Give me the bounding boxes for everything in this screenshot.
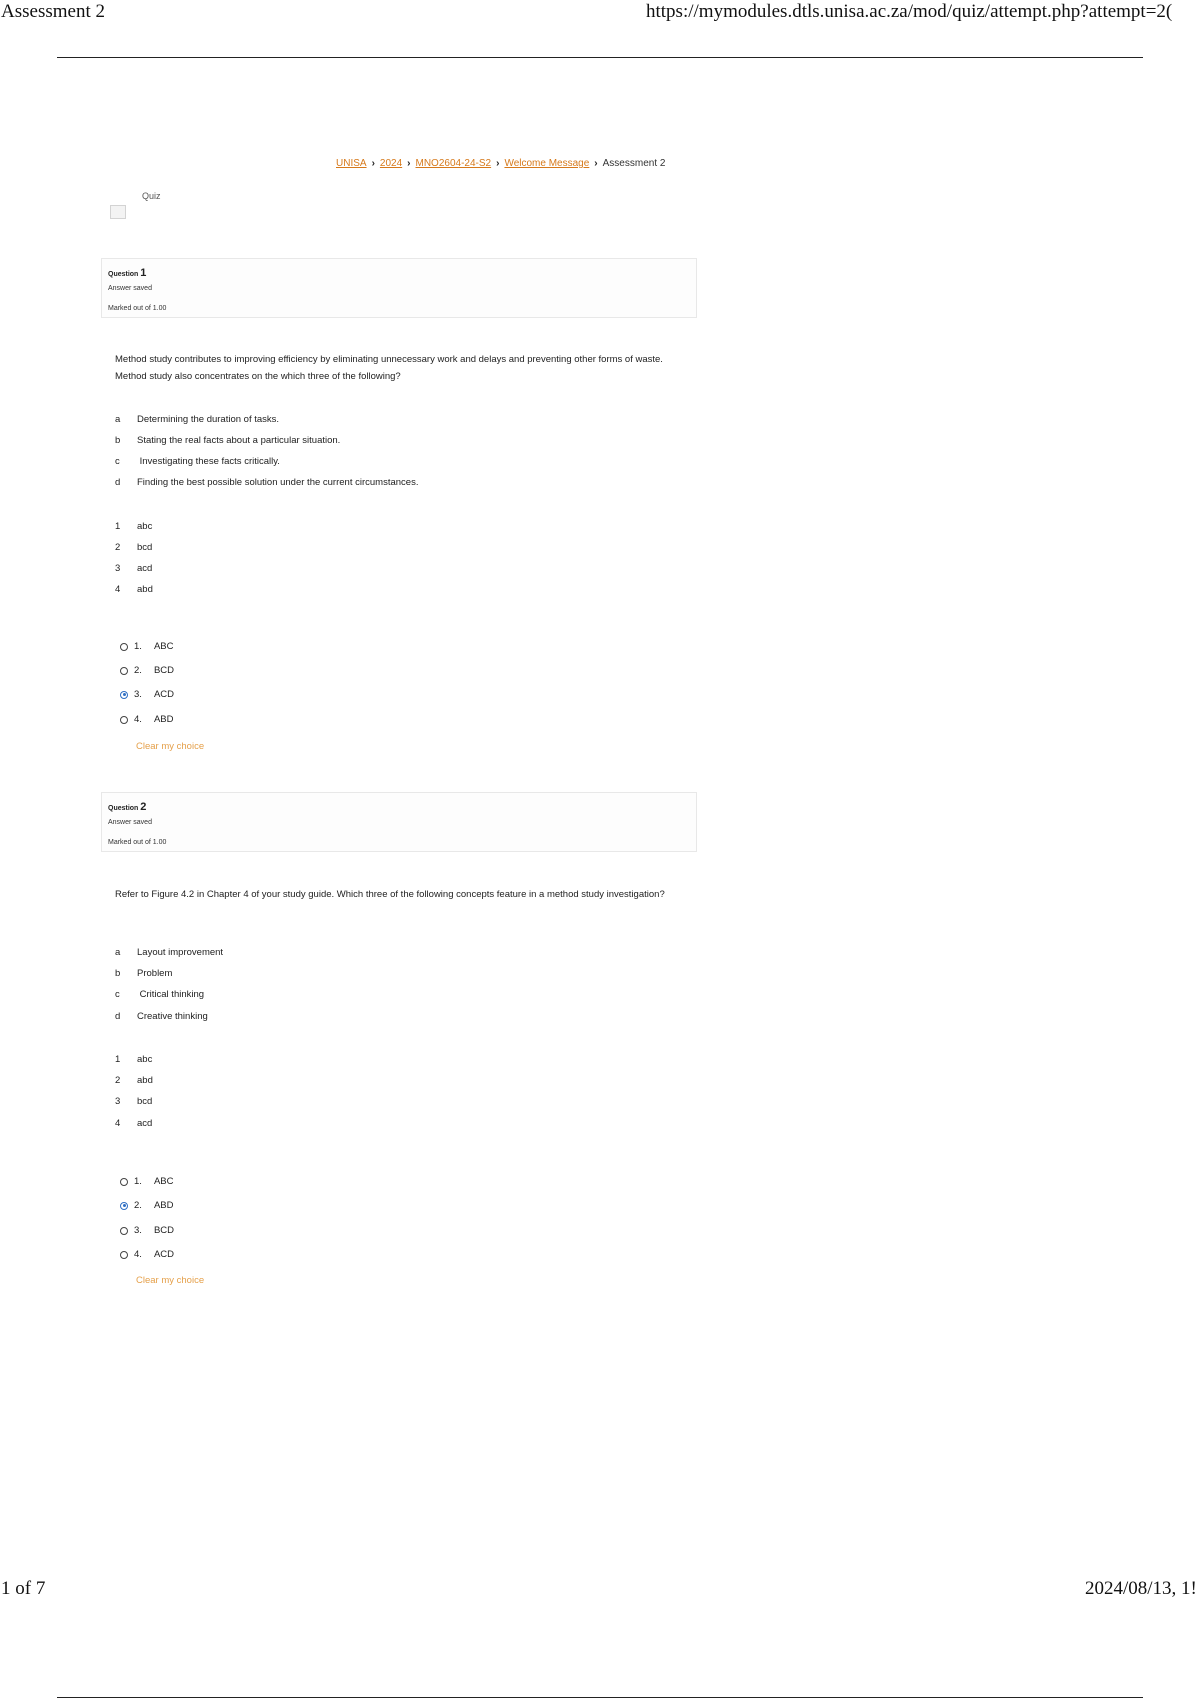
combination-item: 4 acd	[115, 1118, 153, 1129]
question-number: Question 1	[108, 267, 147, 279]
print-page-title: Assessment 2	[1, 1, 105, 22]
print-footer	[0, 1578, 1200, 1608]
combination-item: 1 abc	[115, 521, 153, 532]
combination-item: 1 abc	[115, 1054, 153, 1065]
question-text: Method study contributes to improving efficiency by eliminating unnecessary work and delays and preventing other forms of waste. Method study also concentrates on the which three of the following?	[115, 354, 663, 382]
statement-item: c Critical thinking	[115, 989, 205, 1000]
combination-item: 3 acd	[115, 563, 153, 574]
print-page-url: https://mymodules.dtls.unisa.ac.za/mod/quiz/attempt.php?attempt=2(	[646, 1, 1173, 22]
radio-button-selected[interactable]	[120, 691, 128, 699]
quiz-icon	[110, 205, 126, 219]
answer-option-4[interactable]: 4. ABD	[120, 714, 173, 725]
question-number: Question 2	[108, 801, 147, 813]
answer-option-2[interactable]: 2. BCD	[120, 665, 174, 676]
breadcrumb-link-year[interactable]: 2024	[379, 158, 403, 169]
combination-item: 4 abd	[115, 584, 153, 595]
chevron-right-icon: ›	[496, 158, 500, 169]
breadcrumb-link-welcome[interactable]: Welcome Message	[504, 158, 590, 169]
clear-choice-link[interactable]: Clear my choice	[136, 741, 205, 752]
statement-item: b Problem	[115, 968, 173, 979]
statement-item: d Finding the best possible solution under the current circumstances.	[115, 477, 419, 488]
combination-item: 2 bcd	[115, 542, 153, 553]
answer-option-1[interactable]: 1. ABC	[120, 1176, 173, 1187]
question-text: Refer to Figure 4.2 in Chapter 4 of your study guide. Which three of the following concepts feature in a method study investigation?	[115, 889, 665, 900]
activity-type-label: Quiz	[142, 191, 161, 201]
radio-button[interactable]	[120, 1178, 128, 1186]
footer-divider	[57, 1697, 1143, 1698]
header-divider	[57, 57, 1143, 58]
radio-button-selected[interactable]	[120, 1202, 128, 1210]
question-grade: Marked out of 1.00	[108, 839, 167, 846]
answer-option-3[interactable]: 3. ACD	[120, 689, 174, 700]
question-state: Answer saved	[108, 819, 152, 826]
page-counter: 1 of 7	[1, 1578, 46, 1599]
statement-item: b Stating the real facts about a particular situation.	[115, 435, 341, 446]
question-grade: Marked out of 1.00	[108, 305, 167, 312]
question-info-box	[101, 258, 697, 318]
breadcrumb-link-unisa[interactable]: UNISA	[336, 158, 367, 169]
radio-button[interactable]	[120, 667, 128, 675]
answer-option-3[interactable]: 3. BCD	[120, 1225, 174, 1236]
radio-button[interactable]	[120, 716, 128, 724]
radio-button[interactable]	[120, 1227, 128, 1235]
chevron-right-icon: ›	[594, 158, 598, 169]
breadcrumb	[336, 158, 665, 169]
answer-option-4[interactable]: 4. ACD	[120, 1249, 174, 1260]
statement-item: a Layout improvement	[115, 947, 224, 958]
chevron-right-icon: ›	[371, 158, 375, 169]
statement-item: d Creative thinking	[115, 1011, 208, 1022]
combination-item: 2 abd	[115, 1075, 153, 1086]
answer-option-2[interactable]: 2. ABD	[120, 1200, 173, 1211]
question-info-box	[101, 792, 697, 852]
radio-button[interactable]	[120, 643, 128, 651]
question-state: Answer saved	[108, 285, 152, 292]
breadcrumb-current: Assessment 2	[602, 158, 666, 169]
breadcrumb-link-module[interactable]: MNO2604-24-S2	[415, 158, 492, 169]
answer-option-1[interactable]: 1. ABC	[120, 641, 173, 652]
clear-choice-link[interactable]: Clear my choice	[136, 1275, 205, 1286]
statement-item: a Determining the duration of tasks.	[115, 414, 280, 425]
print-datetime: 2024/08/13, 1!	[1085, 1578, 1197, 1599]
chevron-right-icon: ›	[407, 158, 411, 169]
statement-item: c Investigating these facts critically.	[115, 456, 280, 467]
print-header	[0, 0, 1200, 30]
combination-item: 3 bcd	[115, 1096, 153, 1107]
radio-button[interactable]	[120, 1251, 128, 1259]
